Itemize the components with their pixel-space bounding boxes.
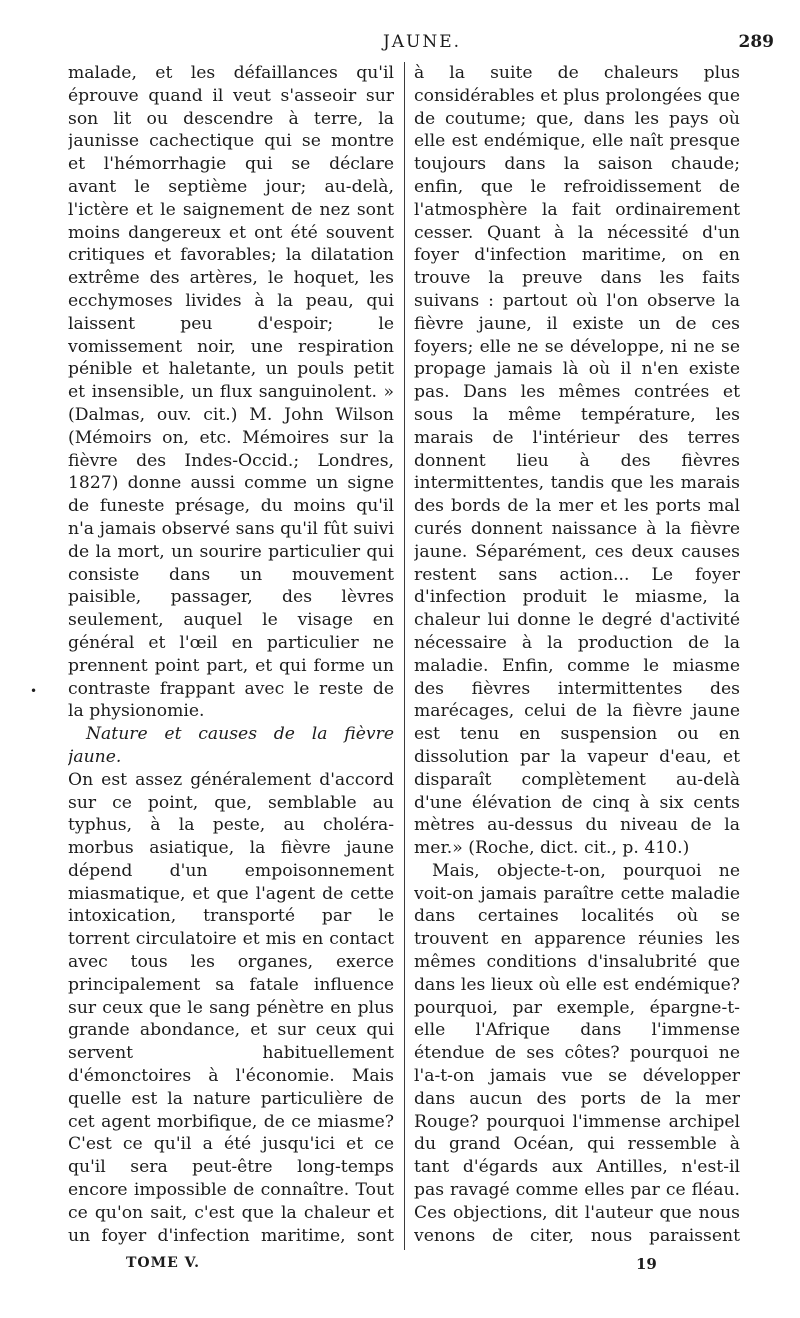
right-column — [414, 62, 740, 1250]
left-paragraph-2: On est assez généralement d'accord sur ce point, que, semblable au typhus, à la peste, au choléra-morbus asiatique, la fièvre jaune dépend d'un empoisonnement miasmatique, et que l'agent de cette intoxication, transporté par le torrent circulatoire et mis en contact avec tous les organes, exerce principalement sa fatale influence sur ceux que le sang pénètre en plus grande abondance, et sur ceux qui servent habituellement d'émonctoires à l'économie. Mais quelle est la nature particulière de cet agent morbifique, de ce miasme? C'est ce qu'il a été jusqu'ici et ce qu'il sera peut-être long-temps encore impossible de connaître. Tout ce qu'on sait, c'est que la chaleur et un foyer d'infection maritime, sont — [68, 769, 394, 1246]
page-number: 289 — [738, 32, 774, 52]
left-column — [68, 62, 394, 1250]
column-divider — [404, 62, 405, 1250]
right-paragraph-1: à la suite de chaleurs plus considérables et plus prolongées que de coutume; que, dans les pays où elle est endémique, elle naît presque toujours dans la saison chaude; enfin, que le refroidissement de l'atmosphère la fait ordinairement cesser. Quant à la nécessité d'un foyer d'infection maritime, on en trouve la preuve dans les faits suivans : partout où l'on observe la fièvre jaune, il existe un de ces foyers; elle ne se développe, ni ne se propage jamais là où il n'en existe pas. Dans les mêmes contrées et sous la même température, les marais de l'intérieur des terres donnent lieu à des fièvres intermittentes, tandis que les marais des bords de la mer et les ports mal curés donnent naissance à la fièvre jaune. Séparément, ces deux causes restent sans action... Le foyer d'infection produit le miasme, la chaleur lui donne le degré d'activité nécessaire à la production de la maladie. Enfin, comme le miasme des fièvres intermittentes des marécages, celui de la fièvre jaune est tenu en suspension ou en dissolution par la vapeur d'eau, et disparaît complètement au-delà d'une élévation de cinq à six cents mètres au-dessus du niveau de la mer.» (Roche, dict. cit., p. 410.) — [414, 63, 740, 859]
page-header — [70, 32, 774, 60]
running-title: JAUNE. — [382, 32, 462, 52]
left-paragraph-1: malade, et les défaillances qu'il éprouve quand il veut s'asseoir sur son lit ou descendre à terre, la jaunisse cachectique qui se montre et l'hémorrhagie qui se déclare avant le septième jour; au-delà, l'ictère et le saignement de nez sont moins dangereux et ont été souvent critiques et favorables; la dilatation extrême des artères, le hoquet, les ecchymoses livides à la peau, qui laissent peu d'espoir; le vomissement noir, une respiration pénible et haletante, un pouls petit et insensible, un flux sanguinolent. » (Dalmas, ouv. cit.) M. John Wilson (Mémoirs on, etc. Mémoires sur la fièvre des Indes-Occid.; Londres, 1827) donne aussi comme un signe de funeste présage, du moins qu'il n'a jamais observé sans qu'il fût suivi de la mort, un sourire particulier qui consiste dans un mouvement paisible, passager, des lèvres seulement, auquel le visage en général et l'œil en particulier ne prennent point part, et qui forme un contraste frappant avec le reste de la physionomie. — [68, 63, 394, 722]
volume-label: TOME V. — [126, 1255, 200, 1271]
signature-mark: 19 — [636, 1255, 657, 1273]
margin-mark: • — [30, 684, 38, 698]
right-paragraph-2: Mais, objecte-t-on, pourquoi ne voit-on jamais paraître cette maladie dans certaines localités où se trouvent en apparence réunies les mêmes conditions d'insalubrité que dans les lieux où elle est endémique? pourquoi, par exemple, épargne-t-elle l'Afrique dans l'immense étendue de ses côtes? pourquoi ne l'a-t-on jamais vue se développer dans aucun des ports de la mer Rouge? pourquoi l'immense archipel du grand Océan, qui ressemble à tant d'égards aux Antilles, n'est-il pas ravagé comme elles par ce fléau. Ces objections, dit l'auteur que nous venons de citer, nous paraissent — [414, 860, 740, 1246]
section-heading: Nature et causes de la fièvre jaune. — [68, 724, 394, 767]
page-footer — [68, 1255, 774, 1279]
